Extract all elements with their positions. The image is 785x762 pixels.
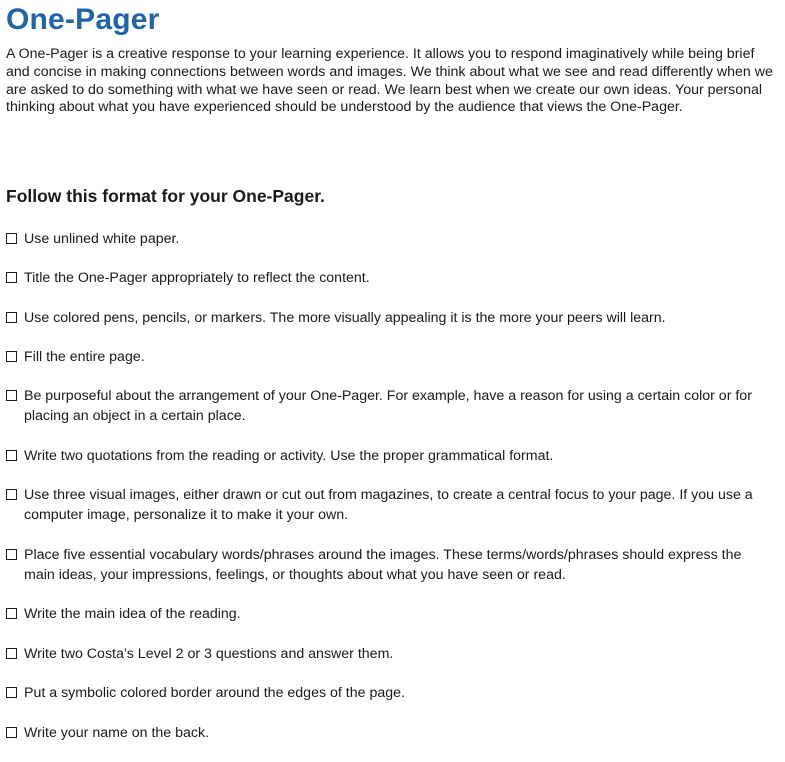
checklist-item-quotations [6, 447, 776, 466]
checklist-item-visual-images [6, 486, 776, 525]
checklist-item-text: Use unlined white paper. [24, 231, 180, 247]
checklist-item-text: Place five essential vocabulary words/phrases around the images. These terms/words/phrases should express the main ideas, your impressions, feelings, or thoughts about what you have seen or read. [24, 547, 742, 583]
checkbox[interactable] [6, 312, 17, 323]
checkbox[interactable] [6, 549, 17, 560]
checklist-item-main-idea [6, 605, 776, 624]
checklist-item-text: Use three visual images, either drawn or cut out from magazines, to create a central focus to your page. If you use a computer image, personalize it to make it your own. [24, 487, 753, 523]
checklist-item-text: Write your name on the back. [24, 725, 210, 741]
intro-paragraph: A One-Pager is a creative response to your learning experience. It allows you to respond imaginatively while being brief and concise in making connections between words and images. We think about what we see and read differently when we are asked to do something with what we have seen or read. We learn best when we create our own ideas. Your personal thinking about what you have experienced should be understood by the audience that views the One-Pager. [6, 46, 773, 116]
checkbox[interactable] [6, 351, 17, 362]
checkbox[interactable] [6, 648, 17, 659]
checklist-item-border [6, 684, 776, 703]
checkbox[interactable] [6, 272, 17, 283]
checkbox[interactable] [6, 727, 17, 738]
checklist-item-text: Be purposeful about the arrangement of your One-Pager. For example, have a reason for using a certain color or for placing an object in a certain place. [24, 388, 752, 424]
checklist-item-text: Use colored pens, pencils, or markers. The more visually appealing it is the more your peers will learn. [24, 310, 666, 326]
checklist-item-costa-questions [6, 645, 776, 664]
checklist-item-text: Write two quotations from the reading or activity. Use the proper grammatical format. [24, 448, 554, 464]
checklist-item-colored-pens [6, 309, 776, 328]
checkbox[interactable] [6, 450, 17, 461]
checklist-item-text: Write the main idea of the reading. [24, 606, 241, 622]
format-subheading: Follow this format for your One-Pager. [6, 186, 325, 206]
checklist-item-vocabulary [6, 546, 776, 585]
page-title: One-Pager [6, 3, 160, 36]
checklist-item-unlined-paper [6, 230, 776, 249]
checkbox[interactable] [6, 233, 17, 244]
checklist-item-name [6, 724, 776, 743]
checklist-item-title [6, 269, 776, 288]
checklist-item-text: Put a symbolic colored border around the edges of the page. [24, 685, 405, 701]
checklist-item-text: Fill the entire page. [24, 349, 145, 365]
checkbox[interactable] [6, 608, 17, 619]
checklist-item-fill-page [6, 348, 776, 367]
checklist-item-arrangement [6, 387, 776, 426]
checkbox[interactable] [6, 687, 17, 698]
checkbox[interactable] [6, 489, 17, 500]
checklist-item-text: Title the One-Pager appropriately to reflect the content. [24, 270, 370, 286]
checkbox[interactable] [6, 390, 17, 401]
checklist-item-text: Write two Costa’s Level 2 or 3 questions and answer them. [24, 646, 394, 662]
